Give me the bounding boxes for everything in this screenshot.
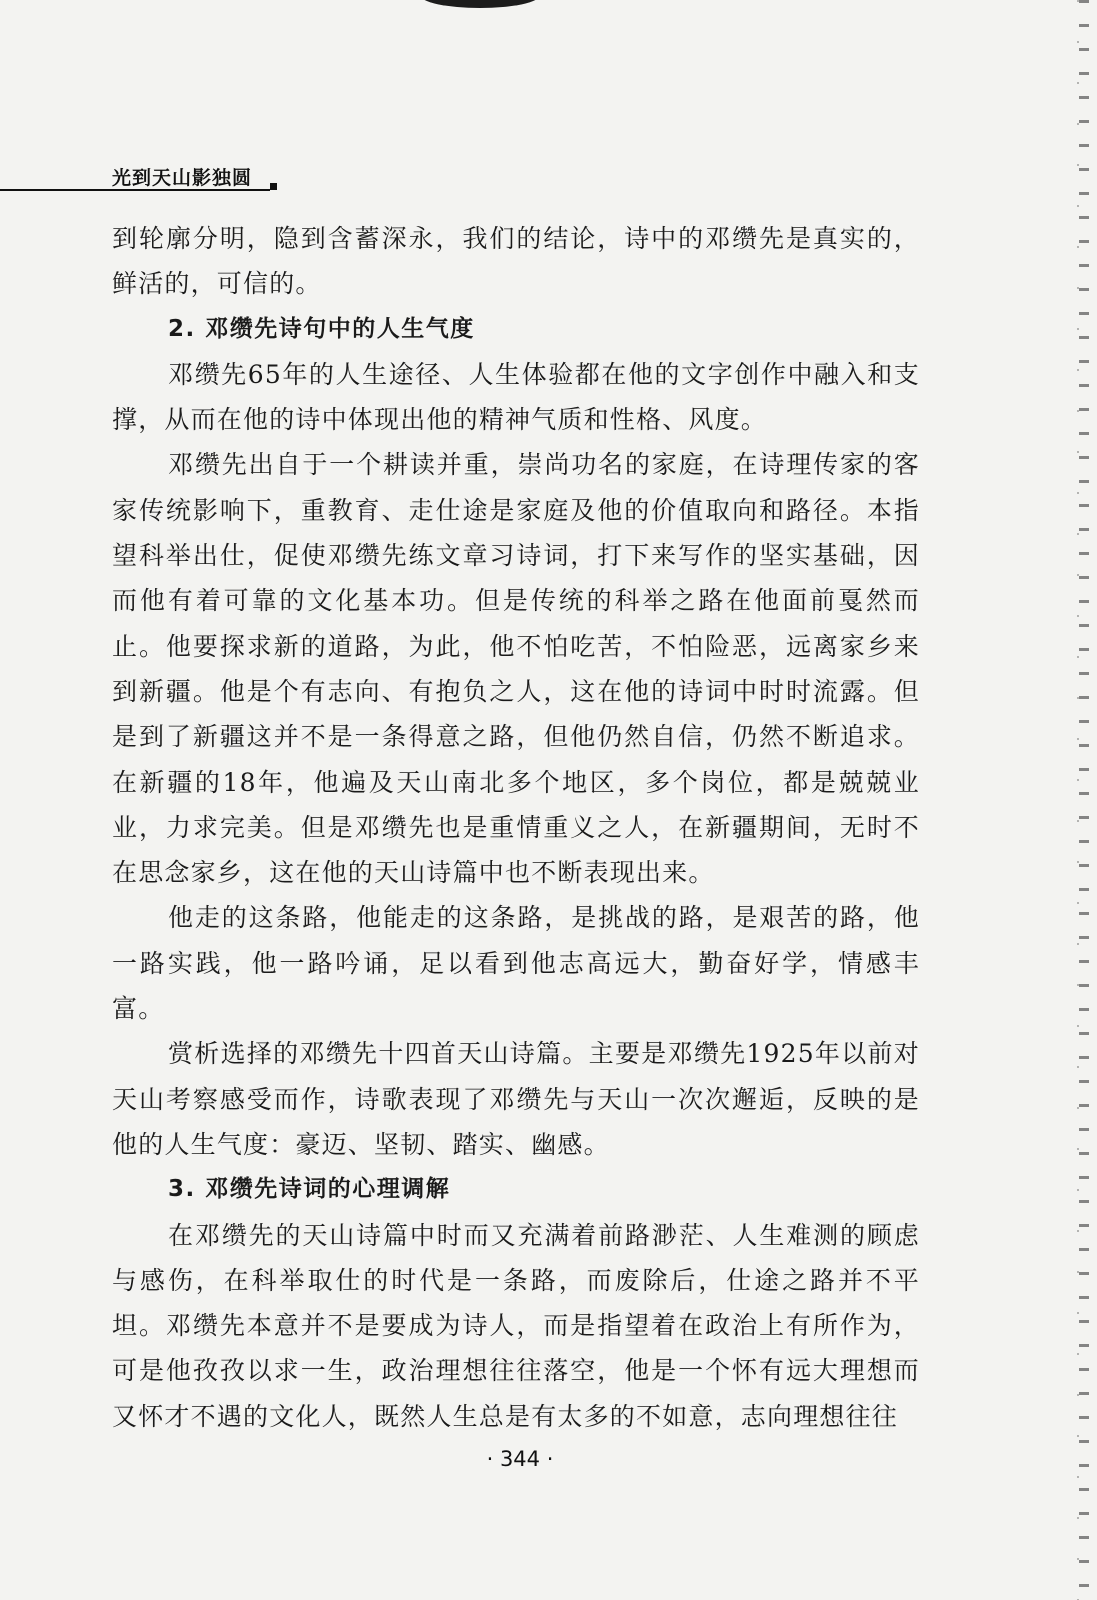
paragraph: 邓缵先65年的人生途径、人生体验都在他的文字创作中融入和支撑，从而在他的诗中体现出他的精神气质和性格、风度。 bbox=[112, 359, 920, 435]
scan-ink-blot bbox=[420, 0, 540, 8]
paragraph: 邓缵先出自于一个耕读并重，崇尚功名的家庭，在诗理传家的客家传统影响下，重教育、走仕途是家庭及他的价值取向和路径。本指望科举出仕，促使邓缵先练文章习诗词，打下来写作的坚实基础，因而他有着可靠的文化基本功。但是传统的科举之路在他面前戛然而止。他要探求新的道路，为此，他不怕吃苦，不怕险恶，远离家乡来到新疆。他是个有志向、有抱负之人，这在他的诗词中时时流露。但是到了新疆这并不是一条得意之路，但他仍然自信，仍然不断追求。在新疆的18年，他遍及天山南北多个地区，多个岗位，都是兢兢业业，力求完美。但是邓缵先也是重情重义之人，在新疆期间，无时不在思念家乡，这在他的天山诗篇中也不断表现出来。 bbox=[112, 450, 920, 888]
page-number: · 344 · bbox=[486, 1447, 554, 1471]
page-body bbox=[112, 216, 920, 1439]
header-square-mark bbox=[270, 183, 277, 190]
scan-binding-edge bbox=[1079, 0, 1089, 1600]
paragraph: 在邓缵先的天山诗篇中时而又充满着前路渺茫、人生难测的顾虑与感伤，在科举取仕的时代是一条路，而废除后，仕途之路并不平坦。邓缵先本意并不是要成为诗人，而是指望着在政治上有所作为，可是他孜孜以求一生，政治理想往往落空，他是一个怀有远大理想而又怀才不遇的文化人，既然人生总是有太多的不如意，志向理想往往 bbox=[112, 1220, 920, 1431]
running-header bbox=[0, 163, 270, 191]
paragraph-continuation: 到轮廓分明，隐到含蓄深永，我们的结论，诗中的邓缵先是真实的，鲜活的，可信的。 bbox=[112, 224, 920, 299]
section-heading: 3. 邓缵先诗词的心理调解 bbox=[168, 1176, 451, 1203]
paragraph: 他走的这条路，他能走的这条路，是挑战的路，是艰苦的路，他一路实践，他一路吟诵，足以看到他志高远大，勤奋好学，情感丰富。 bbox=[112, 903, 920, 1024]
header-rule bbox=[0, 189, 270, 191]
scan-binding-edge-marks bbox=[1077, 0, 1079, 1600]
paragraph: 赏析选择的邓缵先十四首天山诗篇。主要是邓缵先1925年以前对天山考察感受而作，诗歌表现了邓缵先与天山一次次邂逅，反映的是他的人生气度：豪迈、坚韧、踏实、幽感。 bbox=[112, 1039, 920, 1159]
running-title: 光到天山影独圆 bbox=[112, 167, 253, 189]
section-heading: 2. 邓缵先诗句中的人生气度 bbox=[168, 315, 475, 342]
